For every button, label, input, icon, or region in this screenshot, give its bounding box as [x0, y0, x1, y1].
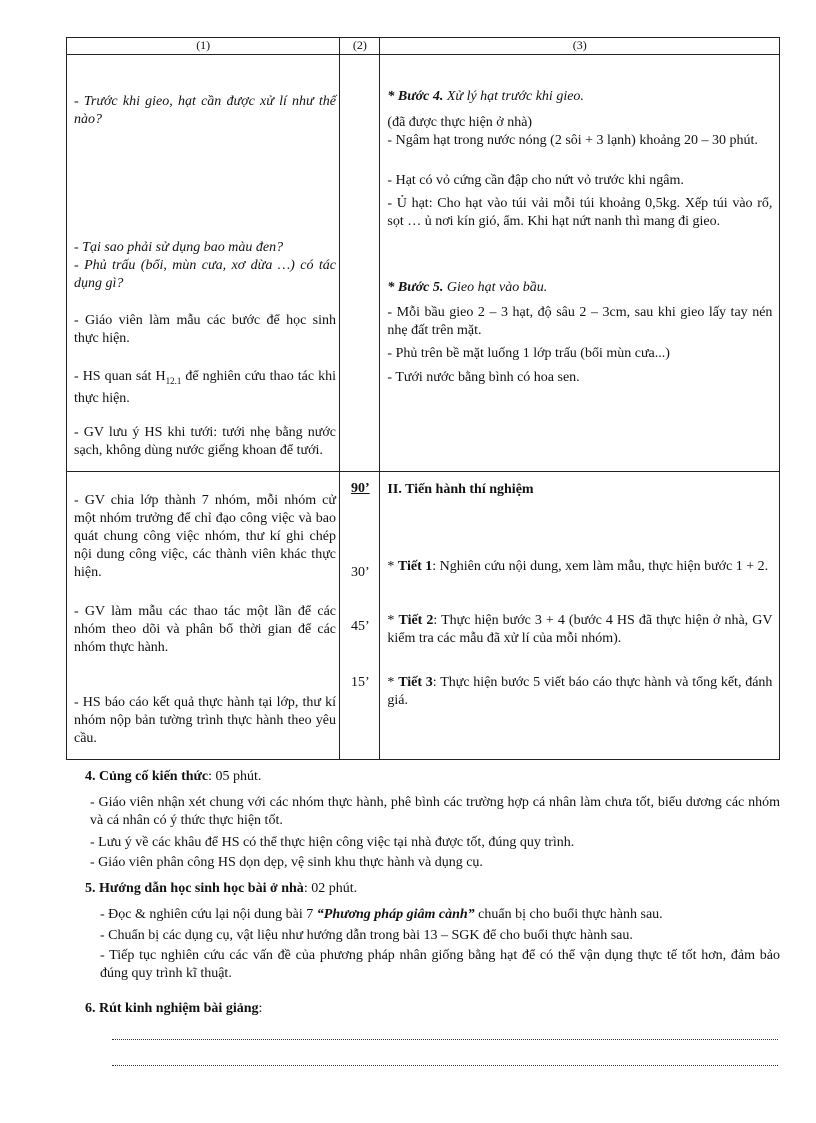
section5-heading: [85, 880, 775, 898]
lesson3-star: *: [387, 675, 399, 690]
step5-title: Gieo hạt vào bầu.: [443, 280, 548, 295]
section4-line1: - Giáo viên nhận xét chung với các nhóm thực hành, phê bình các trường hợp cá nhân làm chưa tốt, biểu dương các nhóm và cá nhân có ý thức thực hiện tốt.: [90, 795, 780, 828]
step4-line2: - Ngâm hạt trong nước nóng (2 sôi + 3 lạnh) khoảng 20 – 30 phút.: [387, 133, 758, 148]
row1-col3: [380, 55, 780, 472]
section5-lesson-title: “Phương pháp giâm cành”: [316, 907, 475, 922]
question-black-bag: - Tại sao phải sử dụng bao màu đen?: [74, 240, 284, 255]
lesson2-label: Tiết 2: [398, 613, 434, 628]
observe-text-pre: - HS quan sát H: [74, 369, 166, 384]
lesson2-body: : Thực hiện bước 3 + 4 (bước 4 HS đã thực hiện ở nhà, GV kiểm tra các mẫu đã xử lí của mỗi nhóm).: [387, 613, 773, 646]
header-col-1: (1): [67, 38, 340, 55]
step4-line3: - Hạt có vỏ cứng cần đập cho nứt vỏ trước khi ngâm.: [387, 173, 684, 188]
time-lesson3: 15’: [351, 675, 370, 690]
step5-line1: - Mỗi bầu gieo 2 – 3 hạt, độ sâu 2 – 3cm, sau khi gieo lấy tay nén nhẹ đất trên mặt.: [387, 305, 773, 338]
section5-line2: - Chuẩn bị các dụng cụ, vật liệu như hướng dẫn trong bài 13 – SGK để cho buổi thực hành sau.: [100, 928, 633, 943]
teacher-demo: - Giáo viên làm mẫu các bước để học sinh thực hiện.: [74, 313, 336, 346]
section4-line2: - Lưu ý về các khâu để HS có thể thực hiện công việc tại nhà được tốt, đúng quy trình.: [90, 835, 575, 850]
header-col-3: (3): [380, 38, 780, 55]
step5-heading: [387, 279, 772, 297]
row1-col2: [340, 55, 380, 472]
lesson-table: [66, 37, 780, 760]
step4-label: * Bước 4.: [387, 89, 444, 104]
teacher-watering-note: - GV lưu ý HS khi tưới: tưới nhẹ bằng nước sạch, không dùng nước giếng khoan để tưới.: [74, 425, 336, 458]
question-treatment: - Trước khi gieo, hạt cần được xử lí như thế nào?: [74, 94, 336, 127]
step5-line3: - Tưới nước bằng bình có hoa sen.: [387, 370, 580, 385]
step4-heading: [387, 88, 772, 106]
step5-label: * Bước 5.: [387, 280, 444, 295]
step4-title: Xử lý hạt trước khi gieo.: [443, 89, 584, 104]
lesson3-label: Tiết 3: [398, 675, 433, 690]
lesson1-star: *: [387, 559, 398, 574]
dotted-line-2: [112, 1065, 778, 1066]
section4-line3: - Giáo viên phân công HS dọn dẹp, vệ sinh khu thực hành và dụng cụ.: [90, 855, 483, 870]
section5-line1-pre: - Đọc & nghiên cứu lại nội dung bài 7: [100, 907, 317, 922]
section6-colon: :: [258, 1001, 263, 1016]
activity-report: - HS báo cáo kết quả thực hành tại lớp, thư kí nhóm nộp bản tường trình thực hành theo yêu cầu.: [74, 695, 336, 746]
lesson1-label: Tiết 1: [397, 559, 433, 574]
section5-time: : 02 phút.: [303, 881, 358, 896]
dotted-line-1: [112, 1039, 778, 1040]
lesson3-text: [387, 674, 772, 710]
section5-title: 5. Hướng dẫn học sinh học bài ở nhà: [85, 881, 304, 896]
section4-heading: [85, 768, 775, 786]
table-row-steps: [67, 55, 780, 472]
row1-col1: [67, 55, 340, 472]
figure-subscript: 12.1: [165, 375, 182, 386]
time-lesson2: 45’: [351, 619, 370, 634]
section6-title: 6. Rút kinh nghiệm bài giảng: [85, 1001, 259, 1016]
section4-title: 4. Củng cố kiến thức: [85, 769, 209, 784]
lesson1-text: [387, 558, 772, 576]
step4-line1: (đã được thực hiện ở nhà): [387, 115, 533, 130]
step4-line4: - Ủ hạt: Cho hạt vào túi vải mỗi túi khoảng 0,5kg. Xếp túi vào rổ, sọt … ủ nơi kín gió, ẩm. Khi hạt nứt nanh thì mang đi gieo.: [387, 196, 773, 229]
observe-text-post: để nghiên cứu thao tác khi thực hiện.: [74, 369, 336, 406]
activity-groups: - GV chia lớp thành 7 nhóm, mỗi nhóm cử một nhóm trưởng để chỉ đạo công việc và bao quát chung công việc nhóm, thư kí ghi chép nội dung công việc, các thành viên khác thực hiện.: [74, 493, 336, 580]
lesson1-body: : Nghiên cứu nội dung, xem làm mẫu, thực hiện bước 1 + 2.: [432, 559, 769, 574]
question-husk-cover: - Phủ trấu (bổi, mùn cưa, xơ dừa …) có tác dụng gì?: [74, 258, 336, 291]
student-observe: [74, 368, 336, 408]
lesson2-star: *: [387, 613, 399, 628]
section4-time: : 05 phút.: [208, 769, 262, 784]
section5-line1-post: chuẩn bị cho buổi thực hành sau.: [474, 907, 663, 922]
section5-line3: - Tiếp tục nghiên cứu các vấn đề của phương pháp nhân giống bằng hạt để có thể vận dụng thực tế tốt hơn, đảm bảo đúng quy trình kĩ thuật.: [100, 948, 780, 981]
table-row-experiment: [67, 472, 780, 760]
time-lesson1: 30’: [351, 565, 370, 580]
row2-col3: [380, 472, 780, 760]
row2-col1: [67, 472, 340, 760]
experiment-title: II. Tiến hành thí nghiệm: [387, 482, 534, 497]
lesson3-body: : Thực hiện bước 5 viết báo cáo thực hành và tổng kết, đánh giá.: [387, 675, 773, 708]
row2-col2: [340, 472, 380, 760]
step5-line2: - Phủ trên bề mặt luống 1 lớp trấu (bổi mùn cưa...): [387, 346, 670, 361]
section6-heading: [85, 1000, 775, 1018]
activity-demo: - GV làm mẫu các thao tác một lần để các nhóm theo dõi và phân bổ thời gian để các nhóm thực hành.: [74, 604, 336, 655]
header-col-2: (2): [340, 38, 380, 55]
lesson2-text: [387, 612, 772, 648]
section5-line1: [100, 906, 780, 924]
time-total: 90’: [351, 481, 370, 496]
table-header-row: [67, 38, 780, 55]
